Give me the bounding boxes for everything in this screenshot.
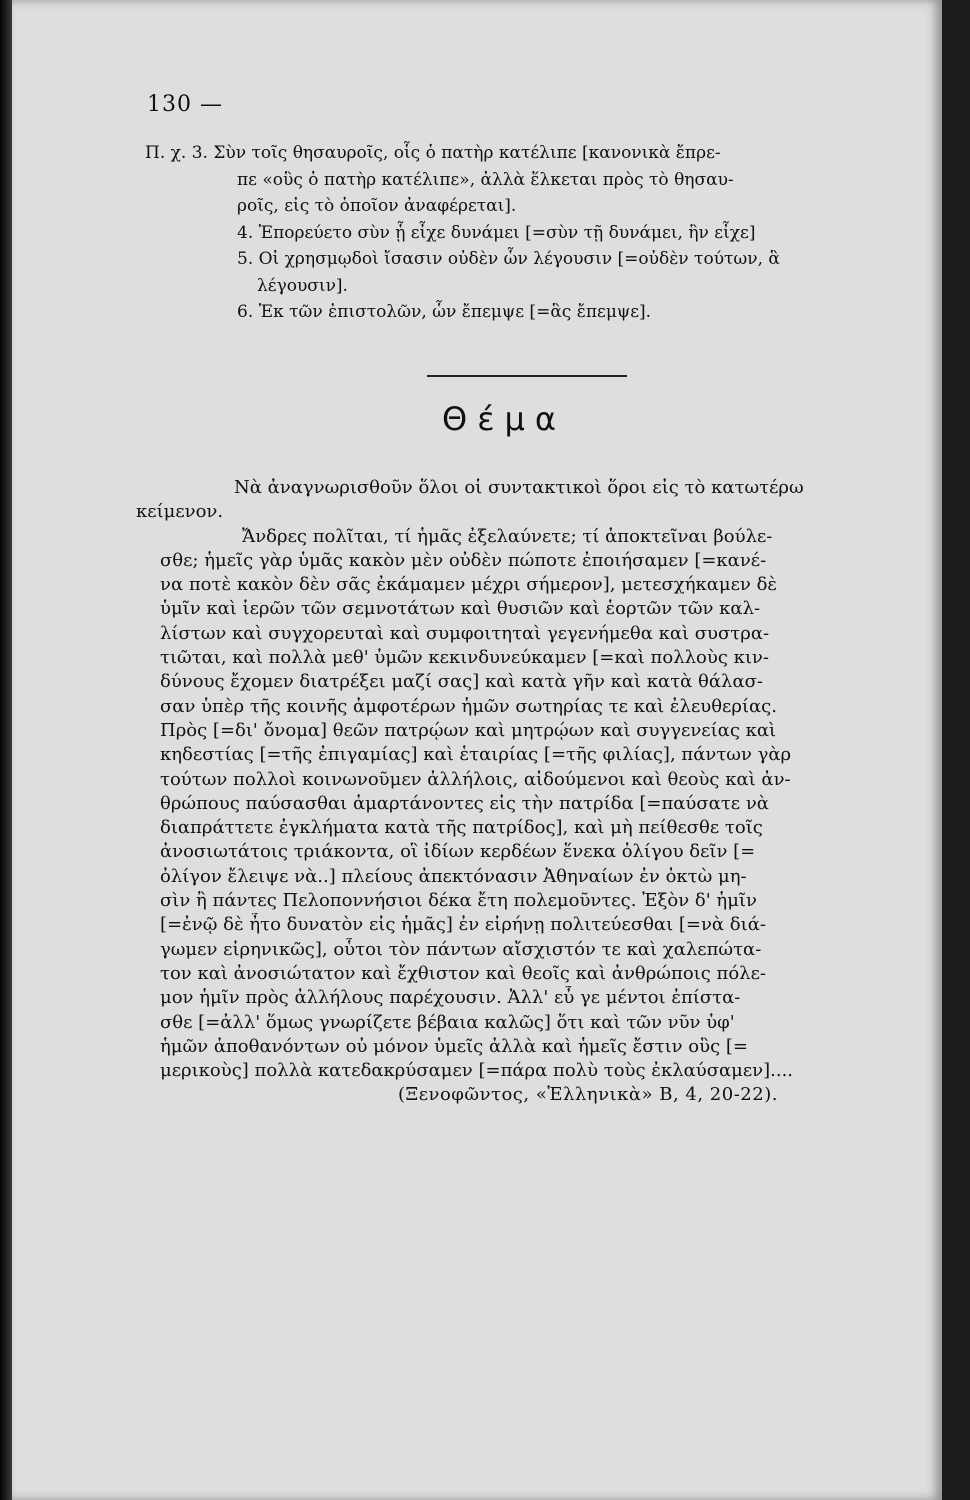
- section-divider: [427, 375, 627, 377]
- body-line: θρώπους παύσασθαι ἁμαρτάνοντες εἰς τὴν πατρίδα [=παύσατε νὰ: [160, 792, 769, 814]
- body-line: γωμεν εἰρηνικῶς], οὗτοι τὸν πάντων αἴσχιστόν τε καὶ χαλεπώτα-: [160, 938, 762, 960]
- body-line: τούτων πολλοὶ κοινωνοῦμεν ἀλλήλοις, αἰδούμενοι καὶ θεοὺς καὶ ἀν-: [160, 768, 791, 790]
- body-line: λίστων καὶ συγχορευταὶ καὶ συμφοιτηταὶ γεγενήμεθα καὶ συστρα-: [160, 622, 770, 644]
- body-line: δύνους ἔχομεν διατρέξει μαζί σας] καὶ κατὰ γῆν καὶ κατὰ θάλασ-: [160, 671, 763, 693]
- body-line: σὶν ἢ πάντες Πελοποννήσιοι δέκα ἔτη πολεμοῦντες. Ἐξὸν δ' ἡμῖν: [160, 890, 757, 912]
- body-line: σθε [=ἀλλ' ὅμως γνωρίζετε βέβαια καλῶς] ὅτι καὶ τῶν νῦν ὑφ': [160, 1011, 735, 1033]
- note-line: 6. Ἐκ τῶν ἐπιστολῶν, ὧν ἔπεμψε [=ἃς ἔπεμψε].: [237, 302, 652, 322]
- body-line: ἡμῶν ἀποθανόντων οὐ μόνον ὑμεῖς ἀλλὰ καὶ ἡμεῖς ἔστιν οὓς [=: [160, 1035, 748, 1057]
- body-line: Νὰ ἀναγνωρισθοῦν ὅλοι οἱ συντακτικοὶ ὅροι εἰς τὸ κατωτέρω: [234, 477, 804, 498]
- body-line: ὑμῖν καὶ ἱερῶν τῶν σεμνοτάτων καὶ θυσιῶν καὶ ἑορτῶν τῶν καλ-: [160, 598, 761, 620]
- note-line: 5. Οἱ χρησμῳδοὶ ἴσασιν οὐδὲν ὧν λέγουσιν [=οὐδὲν τούτων, ἃ: [237, 249, 780, 269]
- note-line: Π. χ. 3. Σὺν τοῖς θησαυροῖς, οἷς ὁ πατὴρ κατέλιπε [κανονικὰ ἔπρε-: [145, 143, 721, 163]
- body-line: Ἄνδρες πολῖται, τί ἡμᾶς ἐξελαύνετε; τί ἀποκτεῖναι βούλε-: [242, 525, 773, 547]
- section-heading: Θέμα: [442, 400, 566, 438]
- body-line: ἀνοσιωτάτοις τριάκοντα, οἳ ἰδίων κερδέων ἕνεκα ὀλίγου δεῖν [=: [160, 841, 756, 863]
- grammar-examples: [145, 140, 915, 326]
- book-page: [12, 0, 942, 1500]
- body-line: κείμενον.: [136, 501, 224, 523]
- exercise-text: [136, 476, 920, 1108]
- body-line: τιῶται, καὶ πολλὰ μεθ' ὑμῶν κεκινδυνεύκαμεν [=καὶ πολλοὺς κιν-: [160, 647, 769, 669]
- scan-dark-edge: [0, 0, 12, 1500]
- body-line: ὀλίγον ἔλειψε νὰ..] πλείους ἀπεκτόνασιν Ἀθηναίων ἐν ὀκτὼ μη-: [160, 865, 747, 887]
- body-line: [=ἐνῷ δὲ ἦτο δυνατὸν εἰς ἡμᾶς] ἐν εἰρήνῃ πολιτεύεσθαι [=νὰ διά-: [160, 914, 766, 936]
- page-number: 130 —: [147, 92, 223, 117]
- body-line: Πρὸς [=δι' ὄνομα] θεῶν πατρῴων καὶ μητρῴων καὶ συγγενείας καὶ: [160, 719, 777, 741]
- source-citation: (Ξενοφῶντος, «Ἑλληνικὰ» Β, 4, 20-22).: [398, 1084, 778, 1106]
- body-line: σθε; ἡμεῖς γὰρ ὑμᾶς κακὸν μὲν οὐδὲν πώποτε ἐποιήσαμεν [=κανέ-: [160, 549, 767, 571]
- body-line: διαπράττετε ἐγκλήματα κατὰ τῆς πατρίδος], καὶ μὴ πείθεσθε τοῖς: [160, 817, 763, 839]
- body-line: να ποτὲ κακὸν δὲν σᾶς ἐκάμαμεν μέχρι σήμερον], μετεσχήκαμεν δὲ: [160, 574, 778, 596]
- body-line: κηδεστίας [=τῆς ἐπιγαμίας] καὶ ἑταιρίας [=τῆς φιλίας], πάντων γὰρ: [160, 744, 792, 766]
- body-line: σαν ὑπὲρ τῆς κοινῆς ἀμφοτέρων ἡμῶν σωτηρίας τε καὶ ἐλευθερίας.: [160, 695, 777, 717]
- note-line: 4. Ἐπορεύετο σὺν ᾗ εἶχε δυνάμει [=σὺν τῇ δυνάμει, ἣν εἶχε]: [237, 222, 756, 243]
- note-line: ροῖς, εἰς τὸ ὁποῖον ἀναφέρεται].: [237, 196, 517, 216]
- body-line: τον καὶ ἀνοσιώτατον καὶ ἔχθιστον καὶ θεοῖς καὶ ἀνθρώποις πόλε-: [160, 962, 766, 984]
- note-line: πε «οὓς ὁ πατὴρ κατέλιπε», ἀλλὰ ἕλκεται πρὸς τὸ θησαυ-: [237, 169, 734, 190]
- body-line: μερικοὺς] πολλὰ κατεδακρύσαμεν [=πάρα πολὺ τοὺς ἐκλαύσαμεν]....: [160, 1060, 794, 1082]
- body-line: μον ἡμῖν πρὸς ἀλλήλους παρέχουσιν. Ἀλλ' εὖ γε μέντοι ἐπίστα-: [160, 987, 741, 1009]
- note-line: λέγουσιν].: [257, 275, 348, 296]
